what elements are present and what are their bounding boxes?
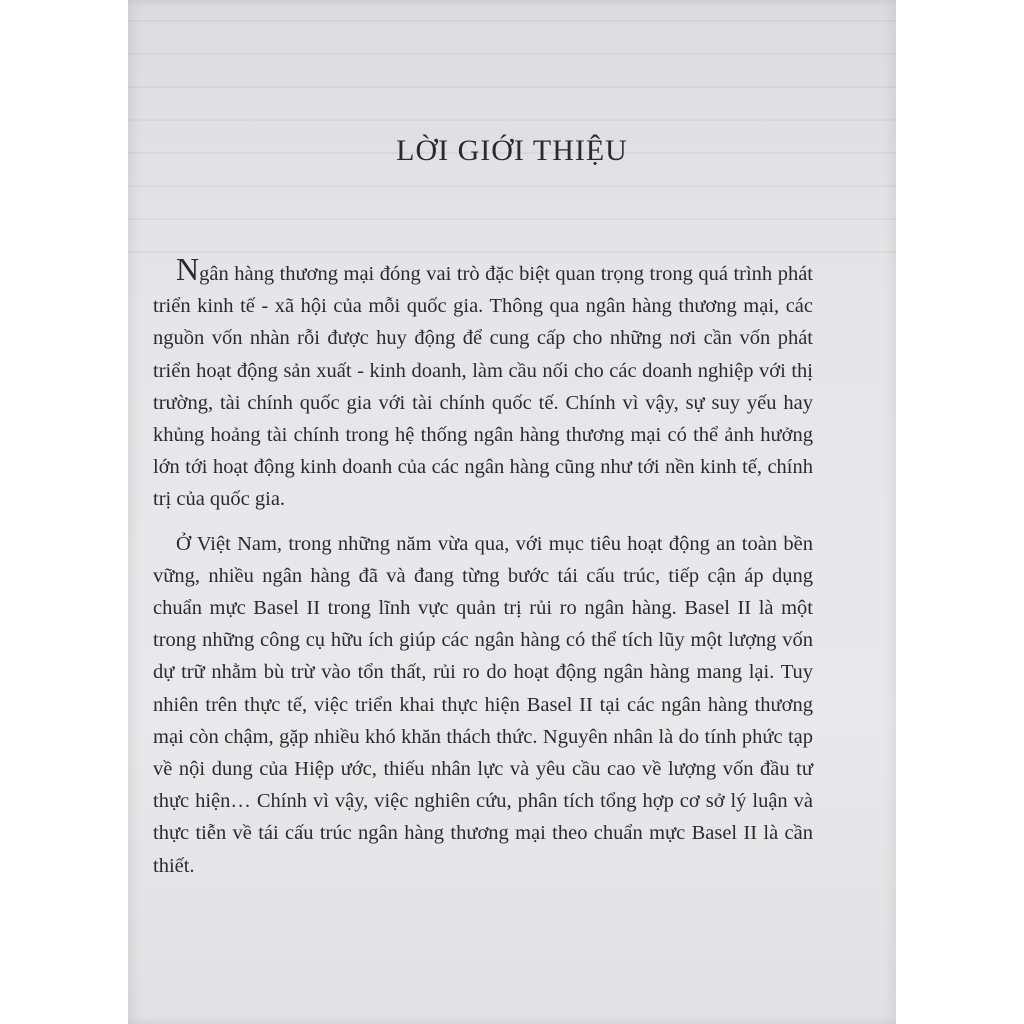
paragraph-1-text: gân hàng thương mại đóng vai trò đặc biệt quan trọng trong quá trình phát triển kinh tế - xã hội của mỗi quốc gia. Thông qua ngân hàng thương mại, các nguồn vốn nhàn rỗi được huy động để cung cấp cho những nơi cần vốn phát triển hoạt động sản xuất - kinh doanh, làm cầu nối cho các doanh nghiệp với thị trường, tài chính quốc gia với tài chính quốc tế. Chính vì vậy, sự suy yếu hay khủng hoảng tài chính trong hệ thống ngân hàng thương mại có thể ảnh hưởng lớn tới hoạt động kinh doanh của các ngân hàng cũng như tới nền kinh tế, chính trị của quốc gia. xyxy=(153,263,813,511)
paragraph-1 xyxy=(153,251,813,516)
paragraph-initial: N xyxy=(176,251,200,287)
book-page xyxy=(128,0,896,1024)
page-title: LỜI GIỚI THIỆU xyxy=(396,134,628,167)
body-text xyxy=(153,251,813,894)
paragraph-2: Ở Việt Nam, trong những năm vừa qua, với mục tiêu hoạt động an toàn bền vững, nhiều ngân hàng đã và đang từng bước tái cấu trúc, tiếp cận áp dụng chuẩn mực Basel II trong lĩnh vực quản trị rủi ro ngân hàng. Basel II là một trong những công cụ hữu ích giúp các ngân hàng có thể tích lũy một lượng vốn dự trữ nhằm bù trừ vào tổn thất, rủi ro do hoạt động ngân hàng mang lại. Tuy nhiên trên thực tế, việc triển khai thực hiện Basel II tại các ngân hàng thương mại còn chậm, gặp nhiều khó khăn thách thức. Nguyên nhân là do tính phức tạp về nội dung của Hiệp ước, thiếu nhân lực và yêu cầu cao về lượng vốn đầu tư thực hiện… Chính vì vậy, việc nghiên cứu, phân tích tổng hợp cơ sở lý luận và thực tiễn về tái cấu trúc ngân hàng thương mại theo chuẩn mực Basel II là cần thiết. xyxy=(153,532,813,877)
